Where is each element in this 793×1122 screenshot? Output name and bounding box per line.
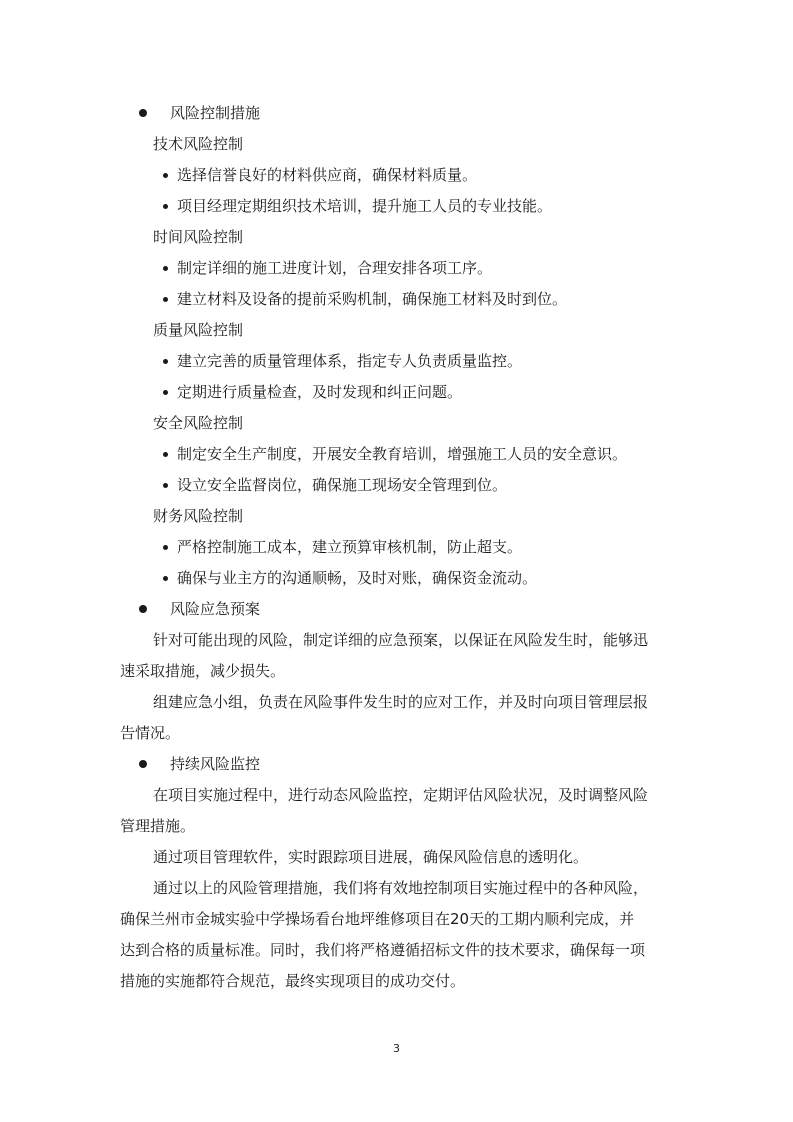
paragraph-line: 管理措施。	[120, 817, 196, 835]
subheading-quality: 质量风险控制	[153, 321, 244, 339]
paragraph-line: 针对可能出现的风险，制定详细的应急预案，以保证在风险发生时，能够迅	[153, 631, 649, 649]
paragraph-line: 措施的实施都符合规范，最终实现项目的成功交付。	[120, 972, 466, 990]
list-item: 设立安全监督岗位，确保施工现场安全管理到位。	[120, 470, 676, 501]
bullet-icon	[139, 605, 147, 613]
bullet-icon	[163, 297, 168, 302]
list-item: 严格控制施工成本，建立预算审核机制，防止超支。	[120, 532, 676, 563]
list-item: 选择信誉良好的材料供应商，确保材料质量。	[120, 160, 676, 191]
bullet-icon	[163, 576, 168, 581]
bullet-icon	[163, 359, 168, 364]
list-item: 建立完善的质量管理体系，指定专人负责质量监控。	[120, 346, 676, 377]
paragraph-line: 组建应急小组，负责在风险事件发生时的应对工作，并及时向项目管理层报	[153, 693, 649, 711]
bullet-icon	[163, 390, 168, 395]
bullet-icon	[163, 452, 168, 457]
page-content	[120, 98, 676, 997]
bullet-icon	[163, 204, 168, 209]
list-item: 建立材料及设备的提前采购机制，确保施工材料及时到位。	[120, 284, 676, 315]
paragraph-line: 在项目实施过程中，进行动态风险监控，定期评估风险状况，及时调整风险	[153, 786, 649, 804]
bullet-icon	[163, 173, 168, 178]
bullet-icon	[163, 266, 168, 271]
subheading-time: 时间风险控制	[153, 228, 244, 246]
subheading-tech: 技术风险控制	[153, 135, 244, 153]
paragraph-line: 速采取措施，减少损失。	[120, 662, 286, 680]
bullet-icon	[163, 545, 168, 550]
subheading-safety: 安全风险控制	[153, 414, 244, 432]
subheading-finance: 财务风险控制	[153, 507, 244, 525]
bullet-icon	[139, 109, 147, 117]
section-heading-risk-control: 风险控制措施	[120, 98, 676, 129]
paragraph-line: 达到合格的质量标准。同时，我们将严格遵循招标文件的技术要求，确保每一项	[120, 941, 646, 959]
list-item: 制定详细的施工进度计划，合理安排各项工序。	[120, 253, 676, 284]
list-item: 定期进行质量检查，及时发现和纠正问题。	[120, 377, 676, 408]
paragraph-line: 告情况。	[120, 724, 181, 742]
list-item: 确保与业主方的沟通顺畅，及时对账，确保资金流动。	[120, 563, 676, 594]
section-heading-emergency: 风险应急预案	[120, 594, 676, 625]
list-item: 项目经理定期组织技术培训，提升施工人员的专业技能。	[120, 191, 676, 222]
list-item: 制定安全生产制度，开展安全教育培训，增强施工人员的安全意识。	[120, 439, 676, 470]
page-number: 3	[393, 1042, 400, 1055]
paragraph-line: 确保兰州市金城实验中学操场看台地坪维修项目在20天的工期内顺利完成，并	[120, 910, 635, 928]
bullet-icon	[163, 483, 168, 488]
section-heading-monitoring: 持续风险监控	[120, 749, 676, 780]
paragraph-line: 通过项目管理软件，实时跟踪项目进展，确保风险信息的透明化。	[153, 848, 589, 866]
paragraph-line: 通过以上的风险管理措施，我们将有效地控制项目实施过程中的各种风险，	[153, 879, 649, 897]
bullet-icon	[139, 760, 147, 768]
